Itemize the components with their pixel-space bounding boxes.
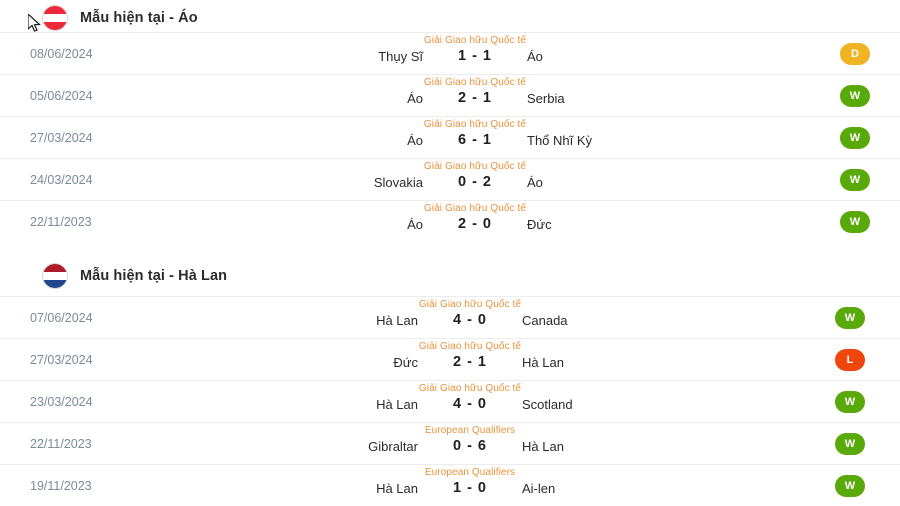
- match-teams: [140, 48, 810, 64]
- status-badge: W: [835, 391, 865, 413]
- result-badge-wrap: [810, 127, 900, 149]
- competition-name: Giải Giao hữu Quốc tế: [423, 161, 527, 172]
- home-team: Hà Lan: [376, 396, 418, 412]
- match-details: [140, 201, 810, 242]
- competition-name: Giải Giao hữu Quốc tế: [418, 383, 522, 394]
- result-badge-wrap: [810, 85, 900, 107]
- match-details: [140, 75, 810, 116]
- home-team: Gibraltar: [368, 438, 418, 454]
- table-row[interactable]: [0, 338, 900, 380]
- table-row[interactable]: [0, 422, 900, 464]
- competition-name: Giải Giao hữu Quốc tế: [423, 203, 527, 214]
- status-badge: L: [835, 349, 865, 371]
- match-date: 23/03/2024: [30, 394, 93, 409]
- match-date: 08/06/2024: [30, 46, 93, 61]
- away-team: Scotland: [522, 396, 573, 412]
- away-team: Đức: [527, 216, 552, 232]
- match-score: 4 - 0: [452, 312, 487, 328]
- match-score: 6 - 1: [457, 132, 492, 148]
- match-date: 27/03/2024: [30, 352, 93, 367]
- section-header-netherlands: [0, 256, 900, 296]
- result-badge-wrap: [810, 169, 900, 191]
- competition-name: Giải Giao hữu Quốc tế: [418, 299, 522, 310]
- section-header-austria: [0, 0, 900, 32]
- flag-netherlands-icon: [42, 263, 68, 289]
- match-teams: [140, 216, 810, 232]
- home-team: Slovakia: [373, 174, 423, 190]
- match-details: [140, 297, 800, 338]
- competition-name: European Qualifiers: [424, 467, 516, 478]
- match-teams: [140, 438, 800, 454]
- result-badge-wrap: [810, 43, 900, 65]
- match-details: [140, 423, 800, 464]
- match-score: 0 - 2: [457, 174, 492, 190]
- status-badge: W: [835, 475, 865, 497]
- match-teams: [140, 174, 810, 190]
- section-title: Mẫu hiện tại - Hà Lan: [80, 268, 228, 284]
- match-date: 05/06/2024: [30, 88, 93, 103]
- match-list-austria: [0, 32, 900, 242]
- status-badge: W: [840, 211, 870, 233]
- home-team: Áo: [407, 132, 423, 148]
- away-team: Thổ Nhĩ Kỳ: [527, 132, 593, 148]
- home-team: Áo: [407, 216, 423, 232]
- table-row[interactable]: [0, 296, 900, 338]
- away-team: Hà Lan: [522, 438, 564, 454]
- result-badge-wrap: [800, 307, 900, 329]
- result-badge-wrap: [800, 349, 900, 371]
- match-list-netherlands: [0, 296, 900, 506]
- match-score: 0 - 6: [452, 438, 487, 454]
- status-badge: W: [835, 433, 865, 455]
- status-badge: D: [840, 43, 870, 65]
- table-row[interactable]: [0, 116, 900, 158]
- home-team: Hà Lan: [376, 312, 418, 328]
- match-date: 27/03/2024: [30, 130, 93, 145]
- match-score: 2 - 1: [457, 90, 492, 106]
- match-score: 4 - 0: [452, 396, 487, 412]
- table-row[interactable]: [0, 74, 900, 116]
- competition-name: Giải Giao hữu Quốc tế: [423, 35, 527, 46]
- away-team: Hà Lan: [522, 354, 564, 370]
- table-row[interactable]: [0, 380, 900, 422]
- match-details: [140, 339, 800, 380]
- result-badge-wrap: [800, 475, 900, 497]
- status-badge: W: [840, 169, 870, 191]
- competition-name: Giải Giao hữu Quốc tế: [423, 119, 527, 130]
- competition-name: European Qualifiers: [424, 425, 516, 436]
- result-badge-wrap: [800, 433, 900, 455]
- home-team: Áo: [407, 90, 423, 106]
- match-details: [140, 117, 810, 158]
- match-teams: [140, 480, 800, 496]
- match-date: 22/11/2023: [30, 436, 92, 451]
- match-details: [140, 381, 800, 422]
- away-team: Serbia: [527, 90, 565, 106]
- result-badge-wrap: [800, 391, 900, 413]
- match-score: 1 - 1: [457, 48, 492, 64]
- away-team: Áo: [527, 48, 543, 64]
- flag-austria-icon: [42, 5, 68, 31]
- away-team: Ai-len: [522, 480, 556, 496]
- away-team: Áo: [527, 174, 543, 190]
- match-teams: [140, 90, 810, 106]
- match-teams: [140, 354, 800, 370]
- competition-name: Giải Giao hữu Quốc tế: [423, 77, 527, 88]
- home-team: Hà Lan: [376, 480, 418, 496]
- table-row[interactable]: [0, 32, 900, 74]
- table-row[interactable]: [0, 200, 900, 242]
- status-badge: W: [840, 85, 870, 107]
- match-score: 2 - 0: [457, 216, 492, 232]
- home-team: Đức: [393, 354, 418, 370]
- table-row[interactable]: [0, 158, 900, 200]
- match-score: 1 - 0: [452, 480, 487, 496]
- match-teams: [140, 396, 800, 412]
- status-badge: W: [840, 127, 870, 149]
- match-teams: [140, 312, 800, 328]
- status-badge: W: [835, 307, 865, 329]
- competition-name: Giải Giao hữu Quốc tế: [418, 341, 522, 352]
- match-details: [140, 159, 810, 200]
- match-details: [140, 33, 810, 74]
- result-badge-wrap: [810, 211, 900, 233]
- match-date: 19/11/2023: [30, 478, 92, 493]
- home-team: Thụy Sĩ: [378, 48, 423, 64]
- section-title: Mẫu hiện tại - Áo: [80, 10, 198, 26]
- match-date: 07/06/2024: [30, 310, 93, 325]
- match-score: 2 - 1: [452, 354, 487, 370]
- away-team: Canada: [522, 312, 568, 328]
- match-date: 24/03/2024: [30, 172, 93, 187]
- match-date: 22/11/2023: [30, 214, 92, 229]
- match-teams: [140, 132, 810, 148]
